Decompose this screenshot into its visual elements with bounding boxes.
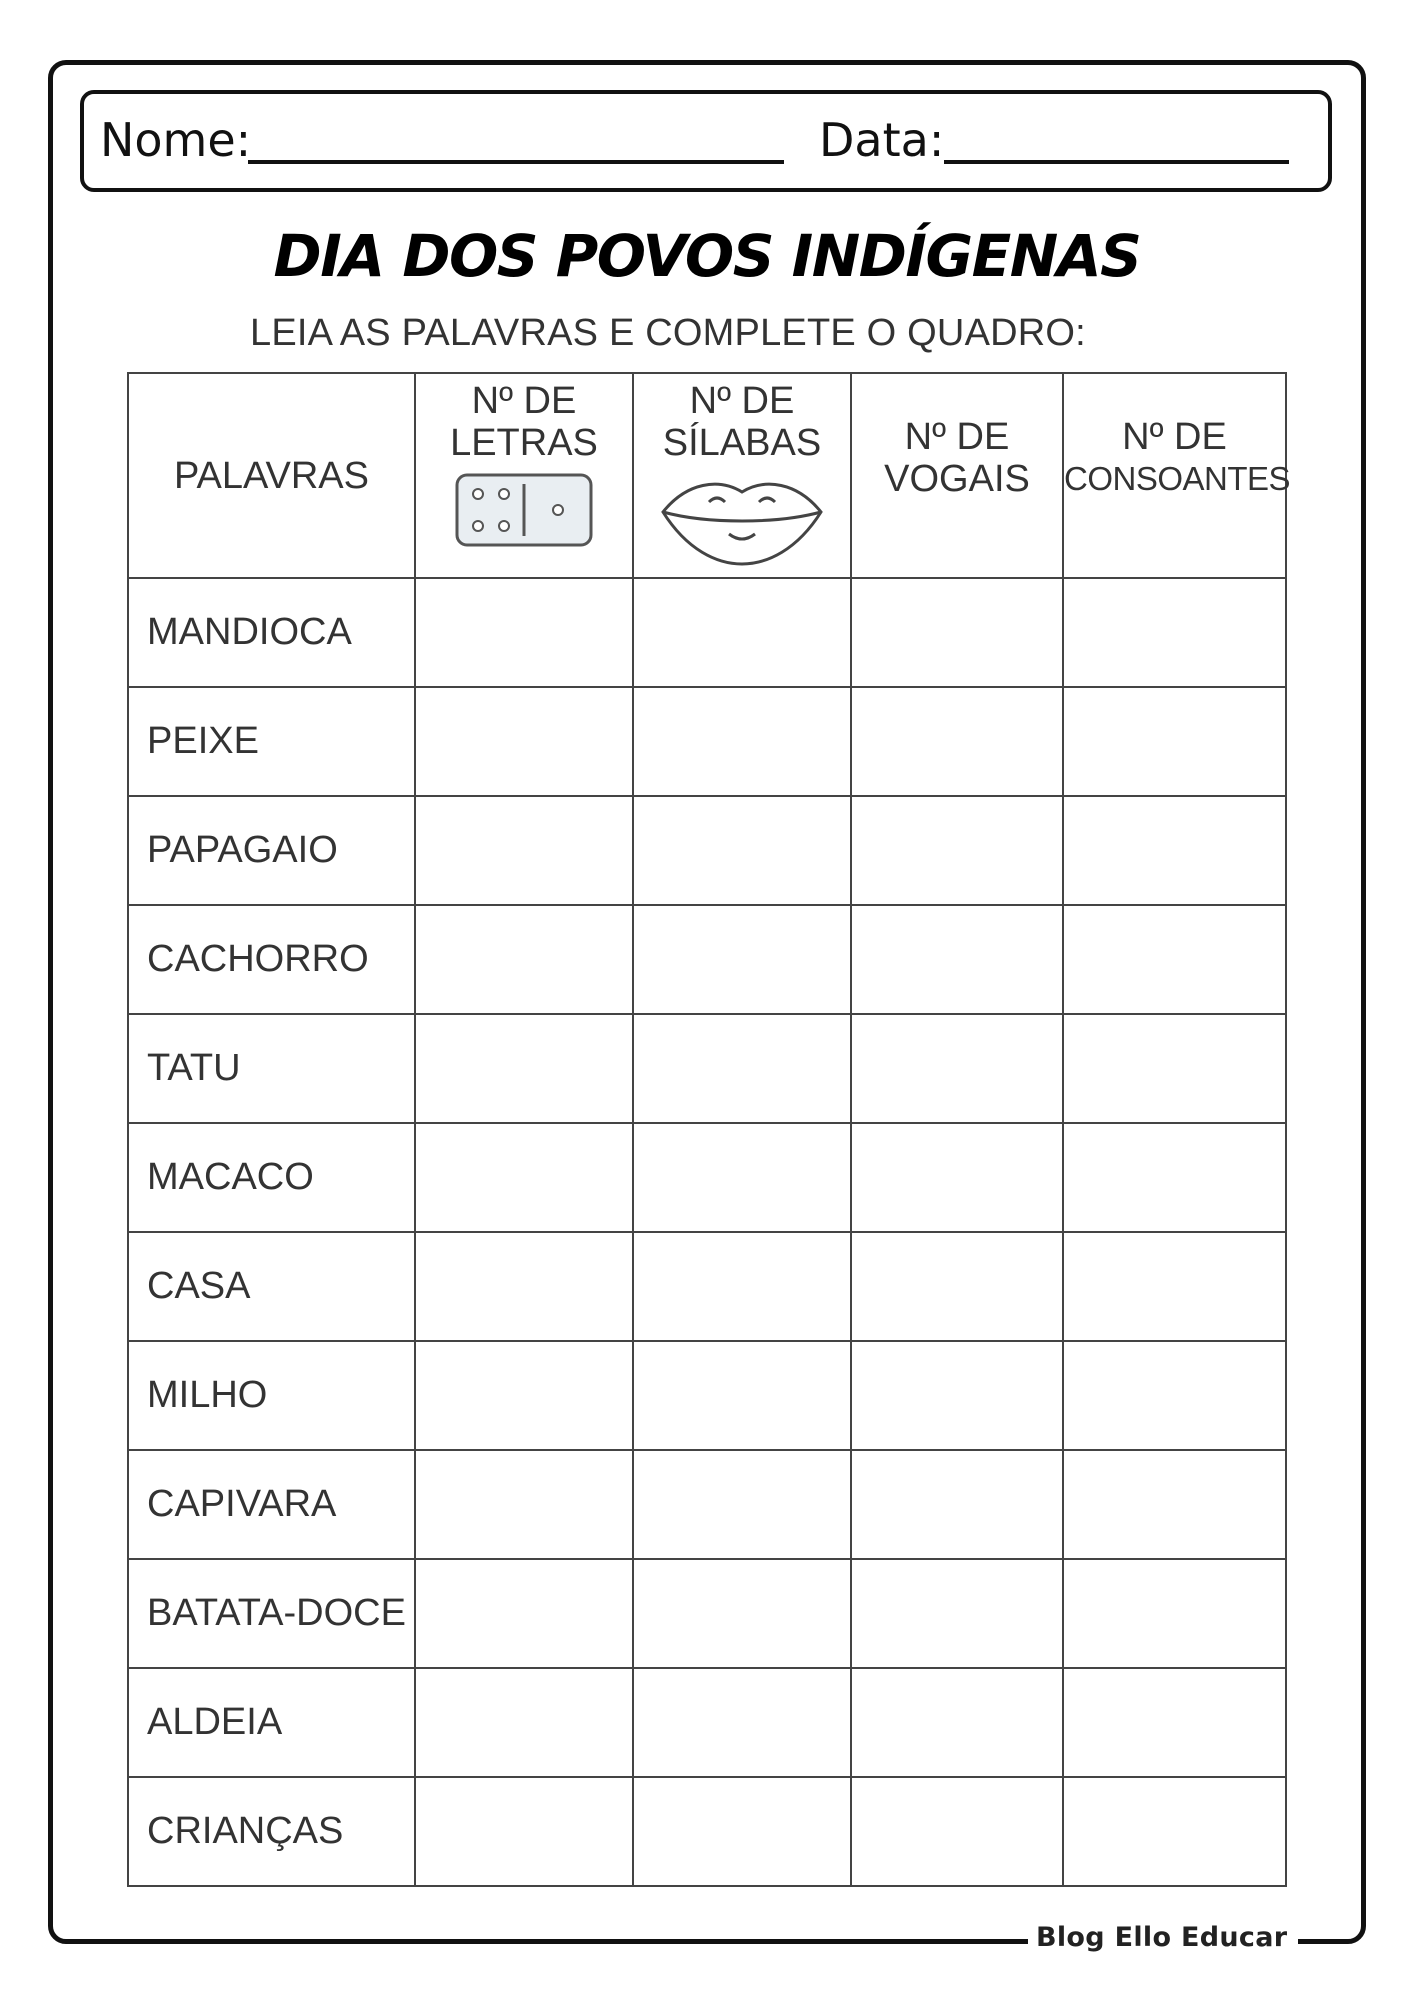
- vowels-answer-cell[interactable]: [851, 1232, 1063, 1341]
- word-cell: BATATA-DOCE: [128, 1559, 415, 1668]
- table-row: [128, 1123, 1286, 1232]
- consonants-answer-cell[interactable]: [1063, 1450, 1286, 1559]
- vowels-answer-cell[interactable]: [851, 1014, 1063, 1123]
- table-row: [128, 905, 1286, 1014]
- syllables-answer-cell[interactable]: [633, 687, 851, 796]
- header-letters: [415, 373, 633, 578]
- letters-answer-cell[interactable]: [415, 1450, 633, 1559]
- syllables-answer-cell[interactable]: [633, 1450, 851, 1559]
- syllables-answer-cell[interactable]: [633, 578, 851, 687]
- syllables-answer-cell[interactable]: [633, 1341, 851, 1450]
- syllables-answer-cell[interactable]: [633, 1559, 851, 1668]
- syllables-answer-cell[interactable]: [633, 796, 851, 905]
- header-row: [128, 373, 1286, 578]
- name-field[interactable]: [248, 160, 784, 164]
- vowels-answer-cell[interactable]: [851, 1559, 1063, 1668]
- consonants-answer-cell[interactable]: [1063, 1668, 1286, 1777]
- syllables-answer-cell[interactable]: [633, 1777, 851, 1886]
- vowels-answer-cell[interactable]: [851, 687, 1063, 796]
- header-letters-line2: LETRAS: [450, 422, 598, 464]
- letters-answer-cell[interactable]: [415, 1341, 633, 1450]
- letters-answer-cell[interactable]: [415, 1668, 633, 1777]
- worksheet-table: [127, 372, 1291, 1887]
- word-cell: ALDEIA: [128, 1668, 415, 1777]
- page-title: DIA DOS POVOS INDÍGENAS: [273, 222, 1141, 290]
- syllables-answer-cell[interactable]: [633, 1668, 851, 1777]
- header-consonants-line1: Nº DE: [1122, 416, 1227, 458]
- word-cell: CRIANÇAS: [128, 1777, 415, 1886]
- consonants-answer-cell[interactable]: [1063, 905, 1286, 1014]
- header-vowels-line2: VOGAIS: [884, 458, 1030, 500]
- table-row: [128, 1232, 1286, 1341]
- letters-answer-cell[interactable]: [415, 796, 633, 905]
- consonants-answer-cell[interactable]: [1063, 1777, 1286, 1886]
- table-row: [128, 578, 1286, 687]
- consonants-answer-cell[interactable]: [1063, 578, 1286, 687]
- date-label: Data:: [819, 113, 945, 167]
- consonants-answer-cell[interactable]: [1063, 796, 1286, 905]
- table-row: [128, 1450, 1286, 1559]
- letters-answer-cell[interactable]: [415, 578, 633, 687]
- consonants-answer-cell[interactable]: [1063, 1123, 1286, 1232]
- vowels-answer-cell[interactable]: [851, 1341, 1063, 1450]
- word-cell: PEIXE: [128, 687, 415, 796]
- table-row: [128, 1341, 1286, 1450]
- consonants-answer-cell[interactable]: [1063, 1341, 1286, 1450]
- name-date-box: [80, 90, 1332, 192]
- name-label: Nome:: [100, 113, 252, 167]
- letters-answer-cell[interactable]: [415, 1232, 633, 1341]
- table-row: [128, 796, 1286, 905]
- table-row: [128, 687, 1286, 796]
- letters-answer-cell[interactable]: [415, 1559, 633, 1668]
- footer-credit: Blog Ello Educar: [1036, 1922, 1288, 1953]
- domino-icon: [454, 472, 594, 548]
- vowels-answer-cell[interactable]: [851, 578, 1063, 687]
- consonants-answer-cell[interactable]: [1063, 1014, 1286, 1123]
- vowels-answer-cell[interactable]: [851, 1450, 1063, 1559]
- header-syllables-line2: SÍLABAS: [662, 422, 822, 464]
- word-cell: TATU: [128, 1014, 415, 1123]
- syllables-answer-cell[interactable]: [633, 1123, 851, 1232]
- word-cell: MILHO: [128, 1341, 415, 1450]
- letters-answer-cell[interactable]: [415, 687, 633, 796]
- word-cell: CACHORRO: [128, 905, 415, 1014]
- lips-icon: [657, 472, 827, 568]
- header-vowels: [851, 373, 1063, 578]
- header-consonants-line2: CONSOANTES: [1064, 460, 1291, 497]
- header-letters-line1: Nº DE: [471, 380, 577, 422]
- letters-answer-cell[interactable]: [415, 905, 633, 1014]
- instruction-text: LEIA AS PALAVRAS E COMPLETE O QUADRO:: [250, 312, 1086, 354]
- table-row: [128, 1777, 1286, 1886]
- letters-answer-cell[interactable]: [415, 1014, 633, 1123]
- word-cell: CASA: [128, 1232, 415, 1341]
- date-field[interactable]: [944, 160, 1289, 164]
- letters-answer-cell[interactable]: [415, 1777, 633, 1886]
- vowels-answer-cell[interactable]: [851, 1668, 1063, 1777]
- consonants-answer-cell[interactable]: [1063, 1232, 1286, 1341]
- table-row: [128, 1014, 1286, 1123]
- vowels-answer-cell[interactable]: [851, 1777, 1063, 1886]
- vowels-answer-cell[interactable]: [851, 1123, 1063, 1232]
- header-vowels-line1: Nº DE: [904, 416, 1010, 458]
- letters-answer-cell[interactable]: [415, 1123, 633, 1232]
- consonants-answer-cell[interactable]: [1063, 687, 1286, 796]
- word-cell: CAPIVARA: [128, 1450, 415, 1559]
- header-syllables-line1: Nº DE: [689, 380, 795, 422]
- syllables-answer-cell[interactable]: [633, 1014, 851, 1123]
- word-cell: MANDIOCA: [128, 578, 415, 687]
- word-cell: MACACO: [128, 1123, 415, 1232]
- vowels-answer-cell[interactable]: [851, 905, 1063, 1014]
- table-row: [128, 1668, 1286, 1777]
- syllables-answer-cell[interactable]: [633, 1232, 851, 1341]
- word-cell: PAPAGAIO: [128, 796, 415, 905]
- header-words: PALAVRAS: [128, 373, 415, 578]
- table-row: [128, 1559, 1286, 1668]
- header-syllables: [633, 373, 851, 578]
- consonants-answer-cell[interactable]: [1063, 1559, 1286, 1668]
- vowels-answer-cell[interactable]: [851, 796, 1063, 905]
- header-consonants: [1063, 373, 1291, 578]
- syllables-answer-cell[interactable]: [633, 905, 851, 1014]
